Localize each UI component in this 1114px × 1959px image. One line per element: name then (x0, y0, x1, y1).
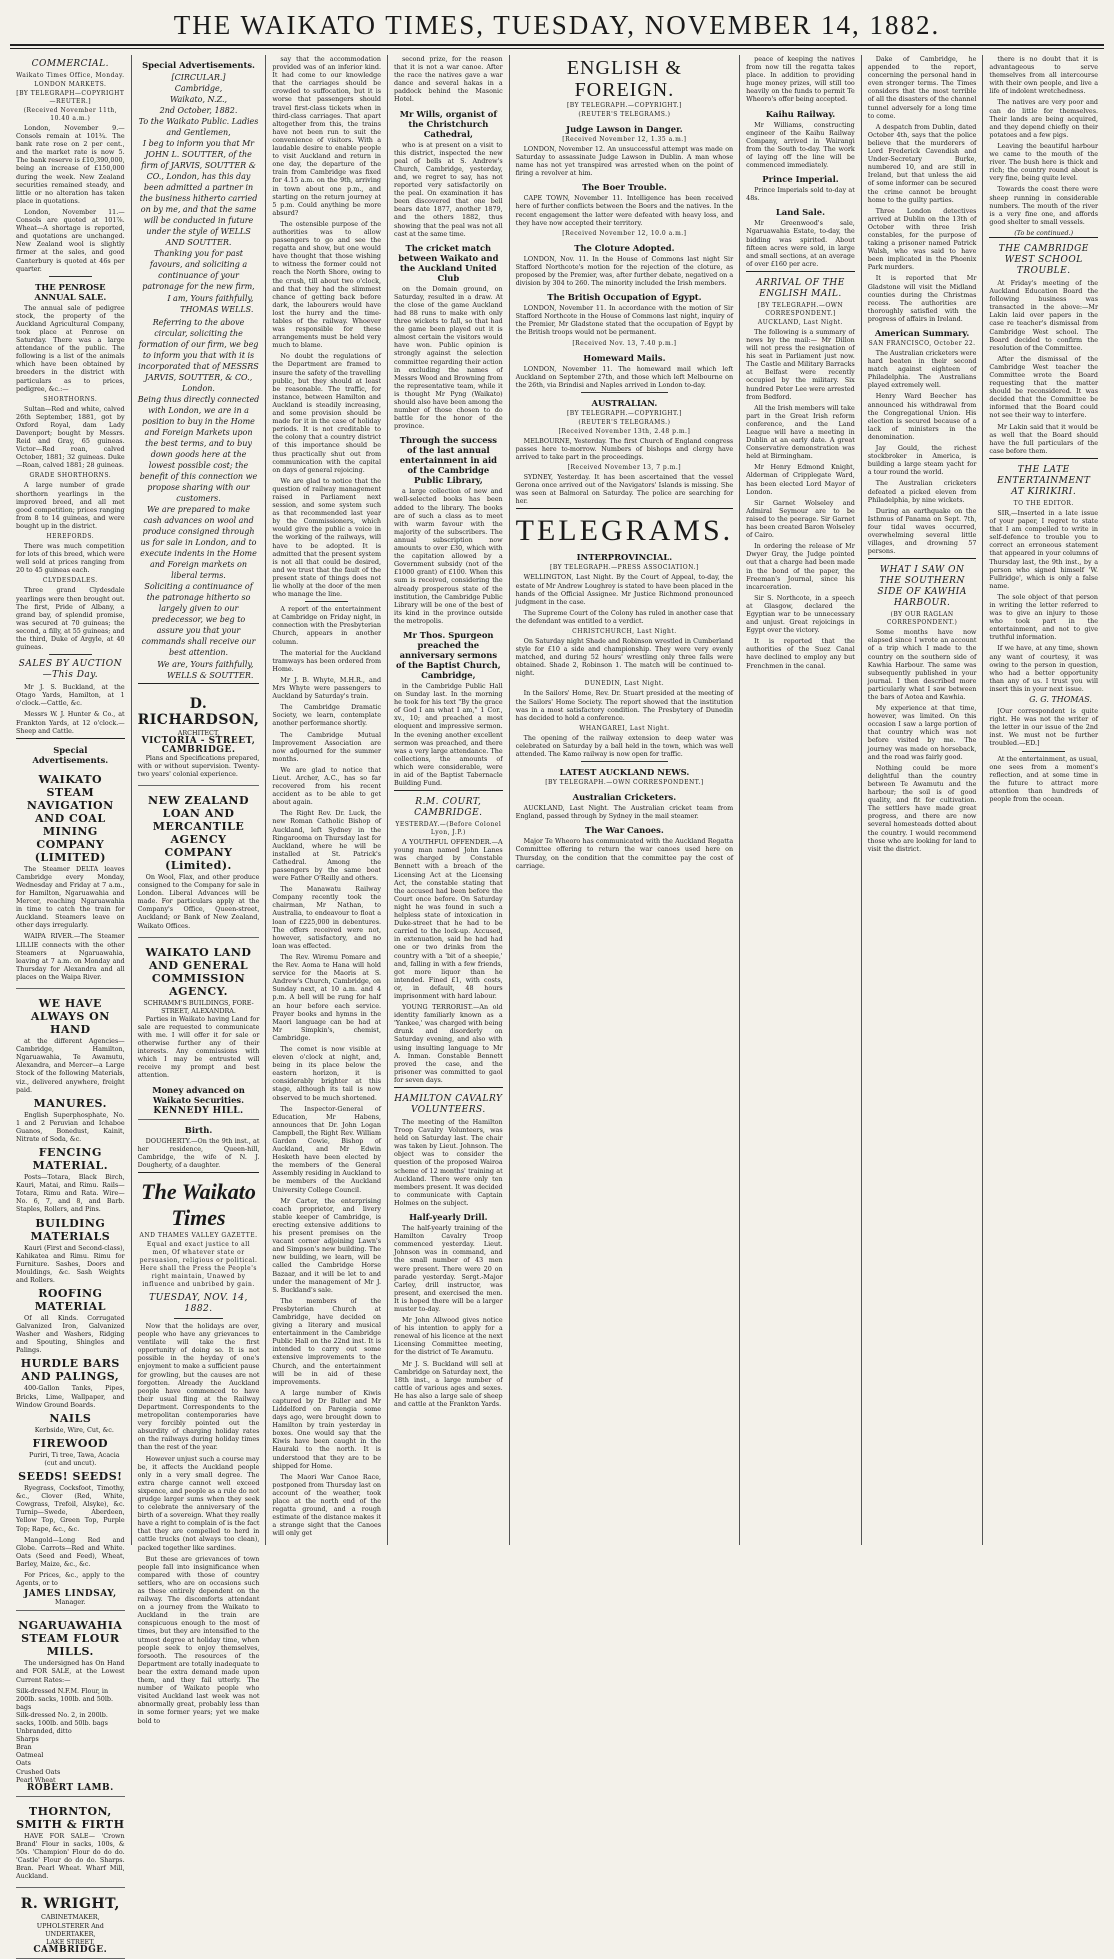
cable-item: LONDON, November 12. An unsuccessful attempt was made on Saturday to assassinate Judge Lawson in Dublin. A man whose name has not yet transpired was arrested when on the point of firing a revolver at him. (515, 145, 734, 178)
special-heading: Special Advertisements. (142, 60, 255, 70)
wright-body: CABINETMAKER, UPHOLSTERER And UNDERTAKER, (36, 1913, 104, 1938)
news-item: The Right Rev. Dr. Luck, the new Roman Catholic Bishop of Auckland, left Sydney in the Ringarooma on Thursday last for Auckland, where he will be installed at St. Patrick's Cathedral. Among the passengers by the same boat were Father O'Reilly and others. (272, 809, 382, 883)
wright-town: CAMBRIDGE. (33, 1944, 108, 1955)
column-5 (510, 55, 741, 1545)
commercial-heading: COMMERCIAL. (31, 59, 109, 69)
flour-mills-ad (16, 1613, 125, 1797)
grade-para: A large number of grade shorthorn yearlings in the improved breed, and all met good competition; prices ranging from 8 to 14 guineas, and were bought up in the district. (16, 481, 125, 530)
list-item: Pearl Wheat (16, 1775, 56, 1784)
telegram-item: The Supreme Court of the Colony has ruled in another case that the defendant was entitled to a verdict. (515, 608, 734, 625)
kawhia-para: Leaving the beautiful harbour we came to the mouth of the river. The bush here is thick and rich; the country round about is very fine, being quite level. (989, 141, 1099, 183)
firewood-body: Puriri, Ti tree, Tawa, Acacia (cut and uncut). (29, 1450, 120, 1467)
news-item: second prize, for the reason that it is not a war canoe. After the race the natives gave a war dance and several hakas in a paddock behind the Masonic Hotel. (394, 55, 503, 104)
commercial-sub: Waikato Times Office, Monday. (16, 72, 125, 79)
list-item: Crushed Oats (16, 1767, 61, 1776)
divider (989, 237, 1098, 238)
mail-item: Sir S. Northcote, in a speech at Glasgow, declared the Egyptian war to be unnecessary and unjust. Great rejoicings in Egypt over the victory. (746, 593, 855, 635)
list-item: Bran (16, 1743, 32, 1752)
sales-item: Mr J. S. Buckland, at the Otago Yards, Hamilton, at 1 o'clock.—Cattle, &c. (16, 683, 125, 708)
news-item: Mr J. B. Whyte, M.H.R., and Mrs Whyte were passengers to Auckland by Saturday's train. (272, 675, 382, 701)
news-item: The half-yearly training of the Hamilton Cavalry Troop commenced yesterday. Lieut. Johnson was in command, and the small number of 43 men were present. There were 20 on parade yesterday. Sergt.-Major Carley, drill instructor, was present, and exercised the men. It is hoped there will be a larger muster to-day. (394, 1224, 503, 1313)
kawhia-para: My experience at that time, however, was limited. On this occasion I saw a large portion of that country which was not before visited by me. The journey was made on horseback, and the road was fairly good. (867, 704, 977, 761)
paper-sub: AND THAMES VALLEY GAZETTE. (139, 1232, 258, 1239)
richardson-addr: VICTORIA - STREET, CAMBRIDGE. (141, 736, 256, 755)
news-item: A report of the entertainment at Cambridge on Friday night, in connection with the Presbyterian Church, appears in another column. (272, 605, 382, 646)
rm-court-date: YESTERDAY.—(Before Colonel Lyon, J.P.) (395, 821, 502, 837)
divider (49, 654, 92, 655)
american-item: The Australian cricketers were hard beaten in their second match against eighteen of Philadelphia. The Australians played extremely well. (867, 349, 977, 390)
manures-title: MANURES. (33, 1096, 107, 1110)
circular-letter: Soliciting a continuance of the patronage hitherto so largely given to our predecessor, we beg to assure you that your commands shall receive our best attention. (141, 582, 256, 658)
school-para: Mr Lakin said that it would be as well that the Board should have the full particulars of the case before them. (989, 422, 1099, 455)
divider (138, 683, 260, 684)
mail-item: A despatch from Dublin, dated October 4th, says that the police believe that the murderers of Lord Frederick Cavendish and Under-Secretary Burke, numbered 10, and are still in Ireland, but that unless the aid of some informer can be secured the crime cannot be brought home to the guilty parties. (867, 122, 977, 204)
late-entertainment-heading: THE LATE ENTERTAINMENT AT KIRIKIRI. (997, 464, 1091, 497)
divider (174, 1318, 223, 1319)
news-item: The Maori War Canoe Race, postponed from Thursday last on account of the weather, took place at the north end of the regatta ground, and a rough estimate of the distance makes it a strange sight that the Canoes will only get (272, 1472, 382, 1538)
cable-item: LONDON, Nov. 11. In the House of Commons last night Sir Stafford Northcote's motion for the rejection of the cloture, as proposed by the Premier, was, after further debate, negatived on a division by 304 to 260. The minority included the Irish members. (515, 254, 734, 288)
manures-body: English Superphosphate, No. 1 and 2 Peruvian and Ichaboe Guanos, Bonedust, Kainit, Nitrate of Soda, &c. (16, 1110, 125, 1143)
ngaruawahia-title: NGARUAWAHIA STEAM FLOUR MILLS. (18, 1619, 123, 1659)
arrival-heading: ARRIVAL OF THE ENGLISH MAIL. (756, 277, 845, 299)
list-item: Oats (16, 1759, 31, 1768)
kaihu-heading: Kaihu Railway. (765, 108, 836, 119)
news-item: The Inspector-General of Education, Mr Habens, announces that Dr. John Logan Campbell, the Right Rev. William Garden Cowie, Bishop of Auckland, and Mr Edwin Hesketh have been elected by the members of the General Assembly residing in Auckland to be members of the Auckland University College Council. (272, 1104, 382, 1194)
christchurch-heading: CHRISTCHURCH, Last Night. (572, 628, 677, 635)
australian-heading: AUSTRALIAN. (591, 397, 658, 408)
circular-signature: WELLS & SOUTTER. (167, 671, 254, 681)
divider (581, 392, 668, 393)
letter-para: The sole object of that person in writing the letter referred to was to give an injury to those who took part in the entertainment, and not to give truthful information. (989, 592, 1099, 642)
news-item: Mr John Allwood gives notice of his intention to apply for a renewal of his licence at the next Licensing Committee meeting, for the district of Te Awamutu. (394, 1316, 503, 1357)
circular-place: Waikato, N.Z., (169, 95, 228, 104)
spurgeon-heading: Mr Thos. Spurgeon preached the anniversary sermons of the Baptist Church, Cambridge, (396, 629, 501, 680)
divider (138, 1172, 260, 1173)
war-canoes-heading: The War Canoes. (585, 825, 664, 836)
steam-title: WAIKATO STEAM NAVIGATION AND COAL MINING COMPANY (LIMITED) (26, 772, 114, 864)
source: [BY TELEGRAPH.—COPYRIGHT.] (566, 102, 682, 109)
mail-item: Mr Henry Edmond Knight, Alderman of Cripplegate Ward, has been elected Lord Mayor of London. (746, 463, 855, 496)
library-heading: Through the success of the last annual entertainment in aid of the Cambridge Public Library, (399, 435, 497, 486)
wright-ad (16, 1890, 125, 1958)
steam-ad (16, 767, 125, 989)
closing-para: At the entertainment, as usual, one sees from a moment's reflection, and at some time in the future to attract more attention than hundreds of people from the ocean. (989, 754, 1099, 804)
editorial-para: Now that the holidays are over, people who have any grievances to ventilate will take the first opportunity of doing so. It is not possible in the heyday of one's enjoyment to make a sufficient pause for growling, but the causes are not forgotten. Already the Auckland people have commenced to have their usual fling at the Railway Department. Correspondents to the metropolitan contemporaries have very forcibly pointed out the absurdity of charging holiday rates on the railways during holiday times than the rest of the year. (137, 1322, 260, 1452)
mail-item: In ordering the release of Mr Dwyer Gray, the Judge pointed out that a charge had been made in the bond of the paper, the Freeman's Journal, since his incarceration. (746, 542, 855, 591)
fencing-title: FENCING MATERIAL. (32, 1146, 109, 1173)
court-item: YOUNG TERRORIST.—An old identity familiarly known as a 'Yankee,' was charged with being drunk and disorderly on Saturday evening, and also with using insulting language to Mr A. Inman. Constable Bennett proved the case, and the prisoner was committed to gaol for seven days. (394, 1003, 503, 1084)
school-heading: THE CAMBRIDGE WEST SCHOOL TROUBLE. (998, 243, 1089, 276)
james-lindsay: JAMES LINDSAY, (23, 1589, 117, 1600)
cricket-heading: The cricket match between Waikato and the Auckland United Club (398, 242, 499, 283)
american-item: Jay Gould, the richest stockbroker in America, is building a large steam yacht for a tour round the world. (867, 444, 977, 477)
editorial-para: But these are grievances of town people fall into insignificance when compared with those of country settlers, who are on occasions such as these entirely dependent on the railway. The discomforts attendant on a journey from the Waikato to Auckland in the train are conspicuous enough to the most of times, but they are intensified to the utmost degree at holiday time, when people seek to enjoy themselves, forsooth. The resources of the Department are totally inadequate to bear the extra demand made upon them, and they fail utterly. The number of Waikato people who visited Auckland last week was not abnormally great, probably less than in some former years; yet we make bold to (137, 1554, 260, 1725)
seeds-body: Ryegrass, Cocksfoot, Timothy, &c., Clover (Red, White, Cowgrass, Trefoil, Alsyke), &c. Turnip—Swede, Aberdeen, Yellow Top, Green Top, Purple Top; Rape, &c., &c. (16, 1484, 125, 1533)
dunedin-heading: DUNEDIN, Last Night. (584, 680, 665, 688)
rm-court-heading: R.M. COURT, CAMBRIDGE. (414, 797, 483, 819)
interprovincial-heading: INTERPROVINCIAL. (576, 552, 673, 563)
cable-item: LONDON, November 11. In accordance with the motion of Sir Stafford Northcote in the House of Commons last night, inquiry of the Premier, Mr Gladstone stated that the occupation of Egypt by the British troops would not be permanent. (515, 304, 734, 337)
received: [Received November 13, 7 p.m.] (567, 464, 682, 472)
telegram-item: Mr Williams, constructing engineer of the Kaihu Railway Company, arrived in Wairangi from the South to-day. The work of laying off the line will be commenced immediately. (746, 120, 855, 170)
kawhia-source: (BY OUR RAGLAN CORRESPONDENT.) (886, 611, 958, 627)
to-be-continued: (To be continued.) (1014, 228, 1074, 237)
news-item: a large collection of new and well-selected books has been added to the library. The books are of such a class as to meet with warm favour with the majority of the subscribers. The annual subscription now amounts to over £30, which with the capitation allowed by a Government subsidy (not of the £1000 grant) of £100. When this sum is received, considering the already prosperous state of the institution, the Cambridge Public Library will be one of the best of its kind in the province outside the metropolis. (394, 487, 503, 625)
received: [Received November 13th, 2.48 p.m.] (558, 427, 691, 435)
kawhia-heading: WHAT I SAW ON THE SOUTHERN SIDE OF KAWHIA HARBOUR. (877, 565, 967, 609)
roofing-title: ROOFING MATERIAL (34, 1287, 106, 1313)
news-item: We are glad to notice that Lieut. Archer, A.C., has so far recovered from his recent accident as to be able to get about again. (272, 765, 382, 807)
news-item: The Cambridge Dramatic Society, we learn, contemplate another performance shortly. (272, 703, 382, 728)
editorial-para: We are glad to notice that the question of railway management raised in Parliament next session, and some system such as that recommended last year by the Commissioners, which would give the public a voice in the working of the railways, will have to be adopted. It is admitted that the present system is not all that could be desired, and we trust that the fault of the present state of things does not lie wholly at the door of the men who manage the line. (272, 476, 382, 599)
richardson-sub: ARCHITECT, (177, 729, 220, 738)
kennedy-hill: KENNEDY HILL. (153, 1105, 244, 1116)
court-item: A YOUTHFUL OFFENDER.—A young man named John Lanes was charged by Constable Bennett with a breach of the Licensing Act at the Licensing Act, the constable stating that the accused had been before the Court once before. On Saturday night he was found in such a helpless state of intoxication in Duke-street that he had to be carried to the lock-up. Accused, in extenuation, said he had had one or two drinks from the country with a 'bit of a sheepie,' and, falling in with a few friends, got more liquor than he intended. Fined £1, with costs, or, in default, 48 hours imprisonment with hard labour. (394, 838, 503, 1000)
steam-body: The Steamer DELTA leaves Cambridge every Monday, Wednesday and Friday at 7 a.m., for Hamilton, Ngaruawahia and Mercer, reaching Ngaruawahia in time to catch the train for Auckland. Steamers leave on other days irregularly. (16, 864, 125, 930)
divider (394, 790, 503, 791)
letter-para: If we have, at any time, shown any want of courtesy, it was owing to the person in question, who had a better opportunity than any of us. I trust you will insert this in your next issue. (989, 644, 1099, 693)
telegram-item: In the Sailors' Home, Rev. Dr. Stuart presided at the meeting of the Sailors' Home Society. The report showed that the institution was in a most satisfactory condition. The Presbytery of Dunedin has decided to hold a conference. (515, 689, 734, 722)
seeds-prices: For Prices, &c., apply to the Agents, or to (16, 1570, 125, 1588)
cable-item: CAPE TOWN, November 11. Intelligence has been received here of further conflicts between the Boers and the natives. In the recent engagement the latter were defeated with heavy loss, and they have now accepted their territory. (515, 194, 734, 227)
markets-para: London, November 9.—Consols remain at 101¾. The bank rate rose on 2 per cent., and the market rate is now 5. The bank reserve is £10,390,000, being an increase of £150,000 during the week. New Zealand securities remained steady, and little or no alteration has taken place in quotations. (16, 124, 125, 205)
school-para: At Friday's meeting of the Auckland Education Board the following business was transacted in the above:—Mr Lakin laid over papers in the case re teacher's dismissal from Cambridge West school. The Board decided to confirm the resolution of the Committee. (989, 278, 1099, 352)
clydesdale-para: Three grand Clydesdale yearlings were then brought out. The first, Pride of Albany, a grand bay, of splendid promise, was secured at 70 guineas; the second, a filly, at 55 guineas; and the third, Duke of Argyle, at 40 guineas. (16, 586, 125, 652)
wkland-ad (138, 940, 260, 1120)
mail-item: The following is a summary of news by the mail:— Mr Dillon will not press the resignation of his seat in Parliament just now. The Castle and Military Barracks at Belfast were recently occupied by the military. Six hundred Peter Lee were arrested from Bedford. (746, 327, 855, 401)
wkland-addr: SCHRAMM'S BUILDINGS, FORE-STREET, ALEXANDRA. (143, 998, 254, 1015)
hurdle-title: HURDLE BARS AND PALINGS, (20, 1357, 120, 1384)
kawhia-para: Nothing could be more delightful than the country between Te Awamutu and the harbour; the soil is of good quality, and fit for cultivation. The settlers have made great progress, and there are now several homesteads dotted about the country. I would recommend those who are looking for land to visit the district. (867, 763, 977, 853)
column-4 (388, 55, 510, 1545)
telegram-item: Mr Greenwood's sale, Ngaruawahia Estate, to-day, the bidding was spirited. About fifteen acres were sold, in large and small sections, at an average of over £160 per acre. (746, 219, 855, 268)
nails-body: Kerbside, Wire, Cut, &c. (34, 1425, 114, 1434)
list-item: Unbranded, ditto (16, 1727, 72, 1736)
ngaruawahia-list (16, 1687, 125, 1784)
news-item: The Rev. Wiremu Pomare and the Rev. Aoma te Hana will hold service for the Maoris at S. Andrew's Church, Cambridge, on Sunday next, at 10 a.m. and 4 p.m. A bell will be rung for half an hour before each service. Prayer books and hymns in the Maori language can be had at Mr Simpkin's, chemist, Cambridge. (272, 952, 382, 1042)
telegram-item: On Saturday night Shade and Robinson wrestled in Cumberland style for £10 a side and championship. They were very evenly matched, and during 52 hours' wrestling only three falls were obtained. Shade 2, Robinson 1. The match will be continued to-night. (515, 637, 734, 678)
lawson-heading: Judge Lawson in Danger. (566, 124, 683, 134)
received: [Received November 12, 1.35 a.m.] (562, 136, 687, 143)
richardson-title: D. RICHARDSON, (137, 696, 260, 729)
wkland-body: Parties in Waikato having Land for sale are requested to communicate with me. I will offer it for sale or otherwise further any of their interests. Any commissions with which I may be entrusted will receive my prompt and best attention. (137, 1014, 260, 1080)
kawhia-para: there is no doubt that it is advantageous to serve themselves from all intercourse with their own people, and live a life of indolent wretchedness. (989, 55, 1099, 96)
markets-source: [BY TELEGRAPH—COPYRIGHT—REUTER.] (16, 90, 125, 105)
divider (746, 271, 855, 272)
dateline: TUESDAY, NOV. 14, 1882. (149, 1293, 248, 1314)
telegram-item: Prince Imperials sold to-day at 48s. (746, 186, 855, 203)
seeds-body: Mangold—Long Red and Globe. Carrots—Red and White. Oats (Seed and Feed), Wheat, Barley, Maize, &c., &c. (16, 1535, 125, 1568)
hamilton-cavalry-heading: HAMILTON CAVALRY VOLUNTEERS. (394, 1094, 503, 1115)
received: [Received Nov. 13, 7.40 p.m.] (572, 339, 677, 347)
arrival-dateline: AUCKLAND, Last Night. (757, 318, 844, 326)
divider (581, 761, 668, 762)
list-item: Oatmeal (16, 1751, 44, 1760)
kawhia-para: Towards the coast there were sheep running in considerable numbers. The mouth of the river is a very fine one, and affords good shelter to small vessels. (989, 185, 1099, 226)
news-item: The meeting of the Hamilton Troop Cavalry Volunteers, was held on Saturday last. The chair was taken by Lieut. Johnson. The object was to consider the question of the proposed Wairoa scheme of 12 months' training at Auckland. There were only ten members present. It was decided to communicate with Captain Holmes on the subject. (394, 1118, 503, 1207)
latest-heading: LATEST AUCKLAND NEWS. (559, 767, 690, 778)
reuter: (REUTER'S TELEGRAMS.) (578, 111, 671, 118)
masthead-rule-thin (10, 48, 1104, 49)
shorthorns-para: Sultan—Red and white, calved 26th September, 1881, got by Oxford Royal, dam Lady Davenport; bought by Messrs. Reid and Gray, 65 guineas. Victor—Red roan, calved October, 1881; 32 guineas. Duke—Roan, calved 1881; 28 guineas. (16, 404, 125, 470)
divider (16, 738, 125, 739)
source: [BY TELEGRAPH.—COPYRIGHT.] (566, 409, 682, 417)
divider (989, 458, 1098, 459)
columns (10, 55, 1104, 1955)
column-8 (983, 55, 1104, 1545)
news-item: who is at present on a visit to this district, inspected the new peal of bells at S. Andrew's Church, Cambridge, yesterday, and, we regret to say, has not reported very satisfactorily on the peal. On examination it has been discovered that one bell bears date 1877, another 1879, and the others 1882, thus showing that the peal was not all cast at the same time. (394, 140, 503, 238)
sales-heading: SALES BY AUCTION—This Day. (18, 659, 122, 681)
news-item: The Manawatu Railway Company recently took the chairman, Mr Nathan, to Australia, to endeavour to float a loan of £225,000 in debentures. The offers received were not, however, satisfactory, and no loan was effected. (272, 885, 382, 950)
materials-ad (16, 991, 125, 1611)
news-item: Mr Carter, the enterprising coach proprietor, and livery stable keeper of Cambridge, is erecting extensive additions to his present premises on the vacant corner adjoining Lawn's and Simpson's new building. The new building, we learn, will be called the Cambridge Horse Bazaar, and it will be let to and under the management of Mr J. S. Buckland's sale. (272, 1196, 382, 1294)
editor-note: [Our correspondent is quite right. He was not the writer of the letter in our issue of the 2nd inst. We must not be further troubled.—ED.] (989, 707, 1099, 748)
cricketers-heading: Australian Cricketers. (572, 792, 677, 803)
telegram-item: WELLINGTON, Last Night. By the Court of Appeal, to-day, the estate of Mr Andrew Loughrey is stated to have been placed in the hands of the Official Assignee. Mr Justice Richmond pronounced judgment in the case. (515, 573, 734, 606)
source: [BY TELEGRAPH.—OWN CORRESPONDENT.] (545, 779, 704, 787)
news-item: on the Domain ground, on Saturday, resulted in a draw. At the close of the game Auckland had 88 runs to make with only three wickets to fall, so that had the game been played out it is almost certain the visitors would have won. Public opinion is strongly against the selection committee regarding their action in excluding the names of Messrs Wood and Browning from the representative team, while it is thought Mr Pyng (Waikato) should also have been among the number of those chosen to do battle for the honor of the province. (394, 284, 503, 431)
news-item: The material for the Auckland tramways has been ordered from Home. (272, 648, 382, 673)
american-heading: American Summary. (874, 328, 970, 338)
divider (49, 276, 92, 277)
news-item: in the Cambridge Public Hall on Sunday last. In the morning he took for his text "By the grace of God I am what I am," 1 Cor., xv., 10; and preached a most eloquent and impressive sermon. In the evening another excellent sermon was preached, and there was a very large attendance. The collections, the amounts of which were considerable, were in aid of the Baptist Tabernacle Building Fund. (394, 681, 503, 788)
news-item: The comet is now visible at eleven o'clock at night, and, being in its place below the eastern horizon, it is considerably brighter at this stage, although its tail is now observed to be much shortened. (272, 1044, 382, 1102)
prince-heading: Prince Imperial. (762, 174, 839, 185)
mail-item: Three London detectives arrived at Dublin on the 13th of October with three Irish constables, for the purpose of taking a prisoner named Patrick Walsh, who was said to have been implicated in the Phoenix Park murders. (867, 206, 977, 272)
news-item: The Cambridge Mutual Improvement Association are now adjourned for the summer months. (272, 730, 382, 763)
half-yearly-heading: Half-yearly Drill. (409, 1212, 488, 1223)
nzloan-body: On Wool, Flax, and other produce consigned to the Company for sale in London. Liberal Advances will be made. For particulars apply at the Company's Office, Queen-street, Auckland; or Bank of New Zealand, Waikato Offices. (137, 872, 260, 930)
letter-para: SIR,—Inserted in a late issue of your paper, I regret to state that I am compelled to write in self-defence to trouble you to correct an erroneous statement that appeared in your columns of Thursday last, the 9th inst., by a person who signed himself 'W. Fullridge', which is only a false name. (989, 508, 1099, 590)
paper-name: The Waikato Times (141, 1179, 256, 1230)
divider (394, 1087, 503, 1088)
english-foreign-heading: ENGLISH & FOREIGN. (566, 57, 682, 101)
american-item: During an earthquake on the Isthmus of Panama on Sept. 7th, four tidal waves occurred, overwhelming several little villages, and drowning 57 persons. (867, 506, 977, 556)
thornton-body: HAVE FOR SALE— 'Crown Brand' Flour in sacks, 100s, & 50s. 'Champion' Flour do do do. 'Castle' Flour do do do. Sharps. Bran. Pearl Wheat. Wharf Mill, Auckland. (16, 1831, 125, 1881)
news-item: Mr J. S. Buckland will sell at Cambridge on Saturday next, the 18th inst., a large number of cattle of various ages and sexes. He has also a large sale of sheep and cattle at the Frankton Yards. (394, 1359, 503, 1408)
cable-item: MELBOURNE, Yesterday. The first Church of England congress passes here to-morrow. Numbers of bishops and clergy have arrived to take part in the proceedings. (515, 436, 734, 461)
telegram-item: AUCKLAND, Last Night. The Australian cricket team from England, passed through by Sydney in the mail steamer. (515, 804, 734, 821)
boer-heading: The Boer Trouble. (581, 182, 667, 193)
column-1 (10, 55, 132, 1955)
list-item: Silk-dressed N.F.M. Flour, in 200lb. sacks, 100lb. and 50lb. bags (16, 1686, 114, 1711)
circular-signature: THOMAS WELLS. (180, 305, 254, 315)
column-7 (862, 55, 984, 1545)
source: [BY TELEGRAPH.—PRESS ASSOCIATION.] (550, 564, 699, 572)
received: [Received November 12, 10.0 a.m.] (562, 229, 687, 237)
mail-item: Sir Garnet Wolseley and Admiral Seymour are to be raised to the peerage. Sir Garnet has been created Baron Wolseley of Cairo. (746, 498, 855, 540)
circular-close: I am, Yours faithfully, (167, 294, 254, 303)
kawhia-para: The natives are very poor and can do little for themselves. Their lands are being acquired, and they depend chiefly on their potatoes and a few pigs. (989, 98, 1099, 139)
nzloan-ad (138, 788, 260, 938)
grade-heading: GRADE SHORTHORNS. (29, 472, 112, 480)
american-item: The Australian cricketers defeated a picked eleven from Philadelphia, by nine wickets. (867, 479, 977, 504)
circular-place: Cambridge, (174, 84, 223, 93)
wright-title: R. WRIGHT, (20, 1896, 120, 1913)
telegram-item: Major Te Wheoro has communicated with the Auckland Regatta Committee offering to return the war canoes used here on Thursday, on the condition that the committee pay the cost of carriage. (515, 837, 734, 870)
egypt-heading: The British Occupation of Egypt. (547, 292, 702, 303)
news-item: The members of the Presbyterian Church at Cambridge, have decided on giving a literary and musical entertainment in the Cambridge Public Hall on the 22nd inst. It is intended to carry out some extensive improvements to the Church, and the entertainment will be in aid of these improvements. (272, 1296, 382, 1386)
masthead-rule (10, 44, 1104, 46)
circular-letter: We are prepared to make cash advances on wool and produce consigned through us for sale in London, and to execute indents in the Home and Foreign markets on liberal terms. (140, 505, 257, 581)
whangarei-heading: WHANGAREI, Last Night. (579, 724, 670, 732)
penrose-heading: THE PENROSE ANNUAL SALE. (34, 281, 107, 302)
landsale-heading: Land Sale. (775, 207, 825, 218)
clydesdale-heading: CLYDESDALES. (42, 577, 98, 585)
column-6 (740, 55, 862, 1545)
seeds-title: SEEDS! SEEDS! (18, 1470, 123, 1484)
roofing-body: Of all Kinds. Corrugated Galvanized Iron, Galvanized Washer and Washers, Ridging and Spouting, Shingles and Palings. (16, 1314, 125, 1355)
paper-motto: Equal and exact justice to all men, Of whatever state or persuasion, religious or political. Here shall the Press the People's right maintain, Unawed by influence and unbribed by gain. (139, 1241, 258, 1288)
sales-item: Messrs W. J. Hunter & Co., at Frankton Yards, at 12 o'clock.—Sheep and Cattle. (16, 710, 125, 735)
column-3 (266, 55, 388, 1545)
mail-item: All the Irish members will take part in the Great Irish reform conference, and the Land League will have a meeting in Dublin at an early date. A great Conservative demonstration was held at Birmingham. (746, 403, 855, 461)
wehave-body: at the different Agencies—Cambridge, Hamilton, Ngaruawahia, Te Awamutu, Alexandra, and Mercer—a Large Stock of the following Materials, viz., delivered anywhere, freight paid. (16, 1037, 125, 1094)
source: [BY TELEGRAPH.—OWN CORRESPONDENT.] (757, 301, 844, 317)
american-item: Henry Ward Beecher has announced his withdrawal from the Congregational Union. His election is secured because of a lack of ministers in the denomination. (867, 392, 977, 441)
editorial-para: say that the accommodation provided was of an inferior kind. It had come to our knowledge that the carriages should be crowded to suffocation, but it is worse that passengers should travel first-class tickets when in third-class carriages. That apart altogether from this, the trains have not been run to suit the convenience of visitors. With a laudable desire to enable people to visit Auckland and return in one day, the departure of the train from Cambridge was fixed for 4.15 a.m. on the 9th, arriving in town about one p.m., and starting on the return journey at 5 p.m. Could anything be more absurd? (272, 55, 382, 217)
penrose-para: The annual sale of pedigree stock, the property of the Auckland Agricultural Company, took place at Penrose on Saturday. There was a large attendance of the public. The following is a list of the animals which have been obtained by breeders in the district with particulars as to prices, pedigree, &c.:— (16, 303, 125, 393)
markets-para: London, November 11.—Consols are quoted at 101⅞. Wheat—A shortage is reported, and quotations are unchanged. New Zealand wool is slightly firmer at the sales, and good Canterbury is quoted at 46s per quarter. (16, 207, 125, 273)
circular-letter: Referring to the above circular, soliciting the formation of our firm, we beg to inform you that with it is incorporated that of MESSRS JARVIS, SOUTTER, & CO., London. (138, 318, 259, 394)
telegram-item: The opening of the railway extension to deep water was celebrated on Saturday by a ball held in the town, which was well attended. The Kamo railway is now open for traffic. (515, 733, 734, 759)
robert-lamb: ROBERT LAMB. (26, 1782, 114, 1793)
building-title: BUILDING MATERIALS (30, 1216, 111, 1243)
wehave-title: WE HAVE ALWAYS ON HAND (30, 997, 110, 1037)
telegrams-heading: TELEGRAMS. (515, 514, 734, 548)
divider (516, 508, 734, 509)
james-lindsay-sub: Manager. (55, 1598, 86, 1607)
building-body: Kauri (First and Second-class), Kahikatea and Rimu. Rimu for Furniture. Sashes, Doors and Mouldings, &c. Sash Weights and Rollers. (16, 1243, 125, 1284)
mail-item: Dake of Cambridge, he appended to the report, concerning the personal hand in even stronger terms. The Times considers that the most terrible of all the disasters of the channel tunnel adversely for a long time to come. (867, 55, 977, 120)
herefords-heading: HEREFORDS. (46, 533, 95, 541)
list-item: Sharps (16, 1735, 39, 1744)
homeward-heading: Homeward Mails. (583, 352, 666, 363)
reuter: (REUTER'S TELEGRAMS.) (578, 418, 671, 426)
circular-date: 2nd October, 1882. (159, 106, 238, 115)
editorial-para: No doubt the regulations of the Department are framed to insure the safety of the travelling public, but they should at least be reasonable. The traffic, for instance, between Hamilton and Auckland is steadily increasing, and some provision should be made for it in the case of holiday periods. It is not creditable to the colony that a country district of this importance should be thus practically shut out from communication with the capital on days of general rejoicing. (272, 352, 382, 474)
firewood-title: FIREWOOD (32, 1436, 109, 1450)
list-item: Silk-dressed No. 2, in 200lb. sacks, 100lb. and 50lb. bags (16, 1710, 108, 1727)
fencing-body: Posts—Totara, Black Birch, Kauri, Matai, and Rimu. Rails—Totara, Rimu and Rata. Wire—No. 6, 7, and 8, and Barb. Staples, Rollers, and Pins. (16, 1173, 125, 1214)
steam-waipa: WAIPA RIVER.—The Steamer LILLIE connects with the other Steamers at Ngaruawahia, leaving at 7 a.m. on Monday and Thursday for Alexandra and all places on the Waipa River. (16, 932, 125, 981)
divider (305, 601, 348, 602)
telegram-item: peace of keeping the natives from now till the regatta takes place. In addition to providing huge money prizes, will still too heavily on the funds to permit Te Wheoro's offer being accepted. (746, 55, 855, 104)
wright-addr: LAKE STREET, (46, 1937, 95, 1946)
editorial-para: However unjust such a course may be, it affects the Auckland people only in a very small degree. The extra charge cannot well exceed sixpence, and people as a rule do not grudge larger sums when they seek to celebrate the anniversary of the birth of a sovereign. What they really have a right to complain of is the fact that they are compelled to herd in cattle trucks (not always too clean), packed together like sardines. (137, 1454, 260, 1552)
cable-item: SYDNEY, Yesterday. It has been ascertained that the vessel Gerona once arrived out of the Navigators' Islands is missing. She was seen at Balmoral on Saturday. The police are searching for her. (515, 473, 734, 506)
column-2 (132, 55, 267, 1725)
hurdle-body: 400-Gallon Tanks, Pipes, Bricks, Lime, Wallpaper, and Window Ground Boards. (16, 1384, 125, 1409)
mail-item: It is reported that the authorities of the Suez Canal have declined to employ any but Frenchmen in the canal. (746, 637, 855, 670)
editorial-para: The ostensible purpose of the authorities was to allow passengers to go and see the regatta and show, but one would have thought that those wishing to witness the former could not reach the North Shore, owing to the crush, till about two o'clock, and that they had the slimmest chance of getting back before dark, the labourers would have lost the hurry and the time-tables of the railway. Whoever was responsible for these arrangements must be held very much to blame. (272, 219, 382, 350)
circular-close: We are, Yours faithfully, (157, 660, 254, 670)
mail-item: It is reported that Mr Gladstone will visit the Midland counties during the Christmas recess. The authorities are thoroughly satisfied with the progress of affairs in Ireland. (867, 274, 977, 323)
divider (1022, 751, 1065, 752)
markets-date: (Received November 11th, 10.40 a.m.) (23, 107, 118, 122)
wills-heading: Mr Wills, organist of the Christchurch Cathedral, (399, 108, 497, 139)
circular-letter: I beg to inform you that Mr JOHN L. SOUTTER, of the firm of JARVIS, SOUTTER & CO., London, has this day been admitted a partner in the business hitherto carried on by me, and that the same will be conducted in future under the style of WELLS AND SOUTTER. (139, 139, 258, 247)
markets-heading: LONDON MARKETS. (34, 81, 107, 88)
to-editor: TO THE EDITOR. (1013, 499, 1074, 507)
news-item: A large number of Kiwis captured by Dr Buller and Mr Liddelford on Parengia some days ago, were brought down to Hamilton by train yesterday in boxes. One would say that the Kiwis have been caught in the Hauraki to the north. It is understood that they are to be shipped for Home. (272, 1388, 382, 1470)
circular-letter: Being thus directly connected with London, we are in a position to buy in the Home and Foreign Markets upon the best terms, and to buy down goods here at the lowest possible cost; the benefit of this connection we propose sharing with our customers. (137, 395, 260, 504)
special-heading: Special Advertisements. (32, 744, 109, 765)
richardson-ad (138, 690, 260, 786)
american-dateline: SAN FRANCISCO, October 22. (868, 340, 976, 347)
school-para: After the dismissal of the Cambridge West teacher the Committee wrote the Board requesting that the matter should be reconsidered. It was decided that the Committee be informed that the Board could not see their way to interfere. (989, 354, 1099, 420)
richardson-body: Plans and Specifications prepared, with or without supervision. Twenty-two years' colonial experience. (137, 753, 260, 778)
circular-letter: Thanking you for past favours, and soliciting a continuance of your patronage for the new firm, (142, 249, 255, 291)
wkland-title: WAIKATO LAND AND GENERAL COMMISSION AGENCY. (145, 945, 252, 998)
thornton-ad (16, 1799, 125, 1889)
shorthorns-heading: SHORTHORNS. (43, 395, 98, 403)
kawhia-para: Some months have now elapsed since I wrote an account of a trip which I made to the country on the southern side of Kawhia Harbour. The same was subsequently published in your journal. I then described more particularly what I saw between the bars of Aotea and Kawhia. (867, 628, 977, 701)
circular: [CIRCULAR.] (171, 73, 226, 82)
divider (868, 558, 977, 559)
money-heading: Money advanced on Waikato Securities. (152, 1084, 245, 1105)
nails-title: NAILS (49, 1411, 92, 1425)
herefords-para: There was much competition for lots of this breed, which were well sold at prices ranging from 20 to 45 guineas each. (16, 542, 125, 575)
thornton-title: THORNTON, SMITH & FIRTH (16, 1804, 125, 1831)
letter-signature: G. G. THOMAS. (1029, 695, 1093, 704)
ngaruawahia-body: The undersigned has On Hand and FOR SALE, at the Lowest Current Rates:— (16, 1659, 125, 1684)
nzloan-title: NEW ZEALAND LOAN AND MERCANTILE AGENCY COMPANY (Limited). (148, 793, 249, 872)
cloture-heading: The Cloture Adopted. (574, 242, 675, 253)
masthead: THE WAIKATO TIMES, TUESDAY, NOVEMBER 14, 1882. (173, 10, 941, 40)
birth-heading: Birth. (184, 1124, 213, 1135)
birth-body: DOUGHERTY.—On the 9th inst., at her residence, Queen-hill, Cambridge, the wife of N. J. Dougherty, of a daughter. (137, 1136, 260, 1169)
circular-greeting: To the Waikato Public. Ladies and Gentlemen, (138, 117, 259, 137)
cable-item: LONDON, November 11. The homeward mail which left Auckland on September 27th, and those which left Melbourne on the 26th, via Brindisi and Naples arrived in London to-day. (515, 364, 734, 389)
